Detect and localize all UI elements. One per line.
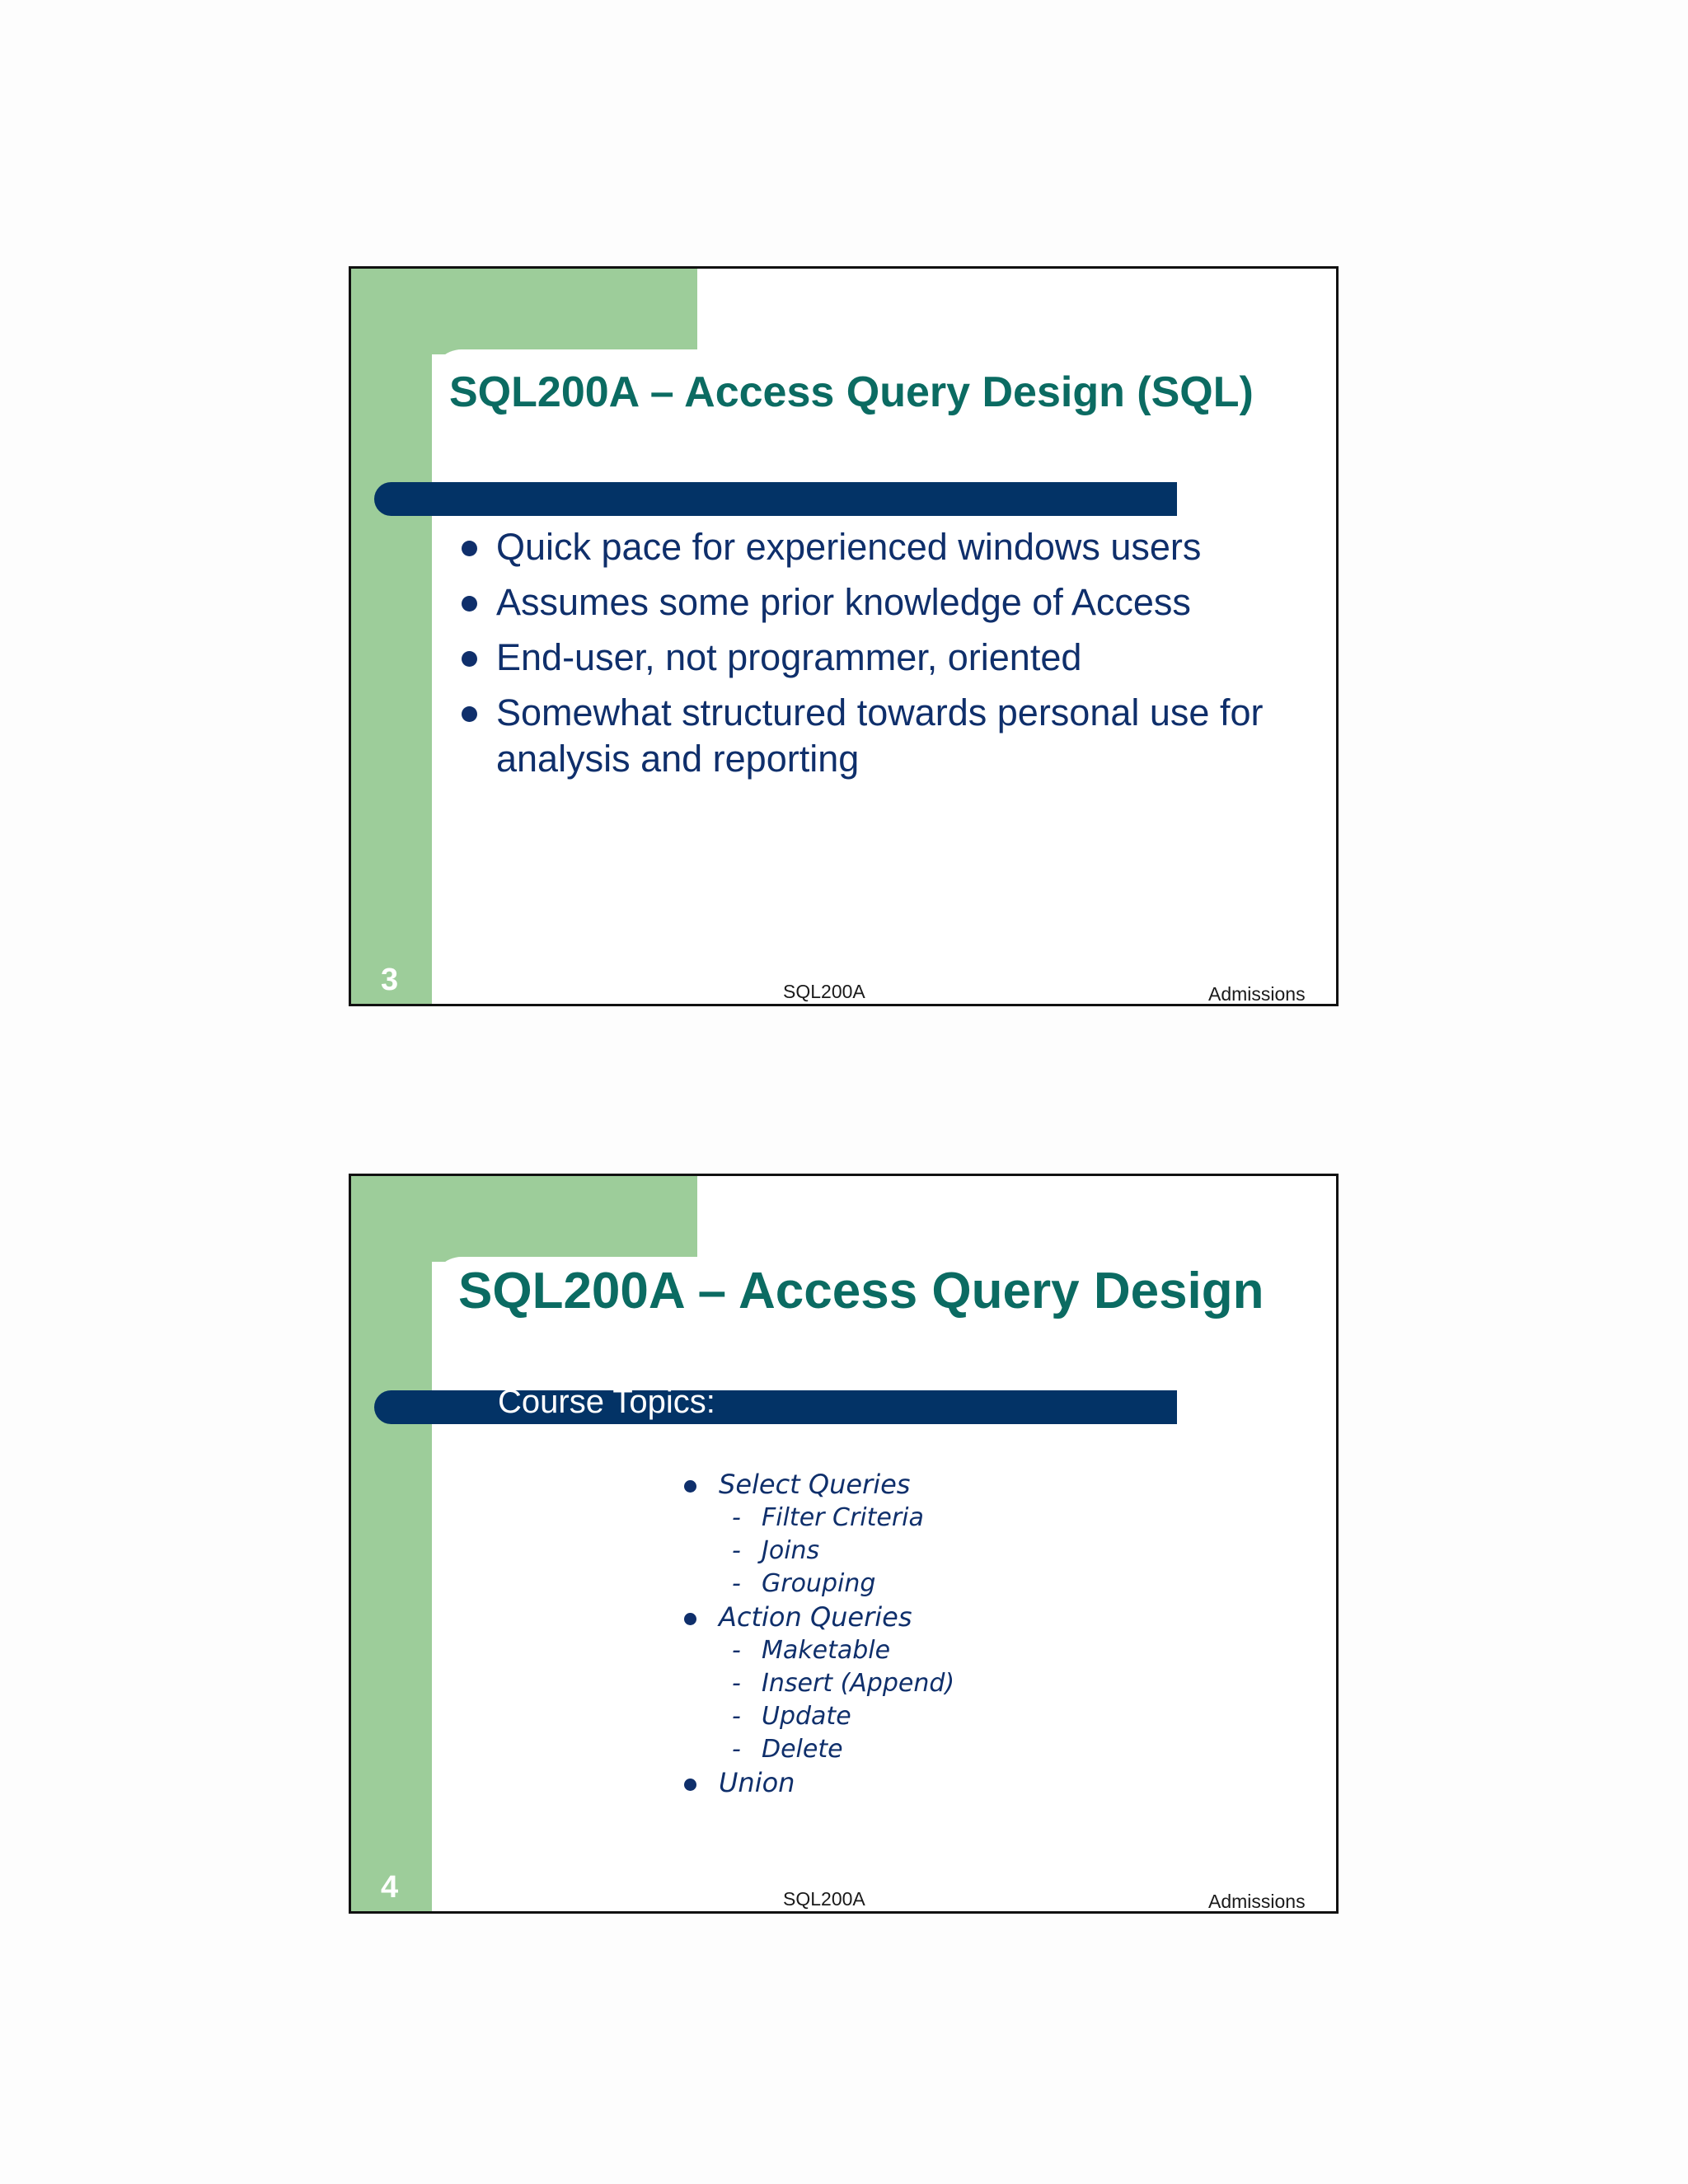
slide-subtitle: Course Topics:: [498, 1384, 715, 1420]
list-item: [450, 524, 1307, 570]
green-accent-left: [351, 269, 432, 1004]
green-accent-left: [351, 1176, 432, 1911]
slide-3: [349, 266, 1339, 1006]
topic-label: Select Queries: [719, 1469, 911, 1500]
list-item: [719, 1700, 954, 1733]
slide-title: SQL200A – Access Query Design (SQL): [449, 368, 1254, 416]
slide-number: 4: [381, 1870, 399, 1905]
bullet-icon: [462, 651, 477, 667]
topics-list: [681, 1468, 954, 1800]
slide-number: 3: [381, 963, 399, 997]
list-item: [450, 690, 1307, 782]
list-item: [719, 1733, 954, 1766]
subtopics-list: [719, 1634, 954, 1766]
subtopic-label: Grouping: [762, 1569, 876, 1598]
dash-icon: -: [732, 1735, 741, 1764]
topic-label: Action Queries: [719, 1601, 912, 1633]
dash-icon: -: [732, 1702, 741, 1731]
footer-course-code: SQL200A: [783, 981, 865, 1002]
list-item: [719, 1667, 954, 1700]
dash-icon: -: [732, 1669, 741, 1698]
footer-department: Admissions: [1208, 1891, 1306, 1912]
topic-label: Union: [719, 1767, 795, 1798]
list-item: [719, 1634, 954, 1667]
list-item: [719, 1502, 954, 1535]
list-item: [681, 1468, 954, 1601]
subtopics-list: [719, 1502, 954, 1601]
bullet-icon: [462, 596, 477, 612]
list-item: [719, 1568, 954, 1601]
list-item: [681, 1601, 954, 1766]
title-underline-bar: [374, 482, 1177, 516]
bullet-text: Quick pace for experienced windows users: [496, 526, 1202, 568]
footer-course-code: SQL200A: [783, 1888, 865, 1910]
subtopic-label: Joins: [762, 1536, 820, 1565]
subtopic-label: Delete: [762, 1735, 843, 1764]
bullet-icon: [462, 706, 477, 722]
bullet-text: Somewhat structured towards personal use for analysis and reporting: [496, 691, 1264, 780]
bullet-text: Assumes some prior knowledge of Access: [496, 581, 1191, 623]
subtopic-label: Insert (Append): [762, 1669, 955, 1698]
subtopic-label: Maketable: [762, 1636, 891, 1665]
bullet-text: End-user, not programmer, oriented: [496, 636, 1082, 678]
slide-4: [349, 1174, 1339, 1914]
subtopic-label: Filter Criteria: [762, 1503, 924, 1532]
subtopic-label: Update: [762, 1702, 851, 1731]
bullet-list: [450, 524, 1307, 791]
title-underline-bar: [374, 1390, 1177, 1424]
bullet-icon: [684, 1613, 696, 1625]
bullet-icon: [684, 1480, 696, 1493]
dash-icon: -: [732, 1503, 741, 1532]
footer-department: Admissions: [1208, 983, 1306, 1005]
dash-icon: -: [732, 1636, 741, 1665]
list-item: [681, 1766, 954, 1800]
dash-icon: -: [732, 1569, 741, 1598]
list-item: [450, 579, 1307, 626]
bullet-icon: [684, 1779, 696, 1791]
bullet-icon: [462, 541, 477, 556]
list-item: [450, 635, 1307, 681]
list-item: [719, 1535, 954, 1568]
slide-title: SQL200A – Access Query Design: [458, 1263, 1264, 1319]
dash-icon: -: [732, 1536, 741, 1565]
